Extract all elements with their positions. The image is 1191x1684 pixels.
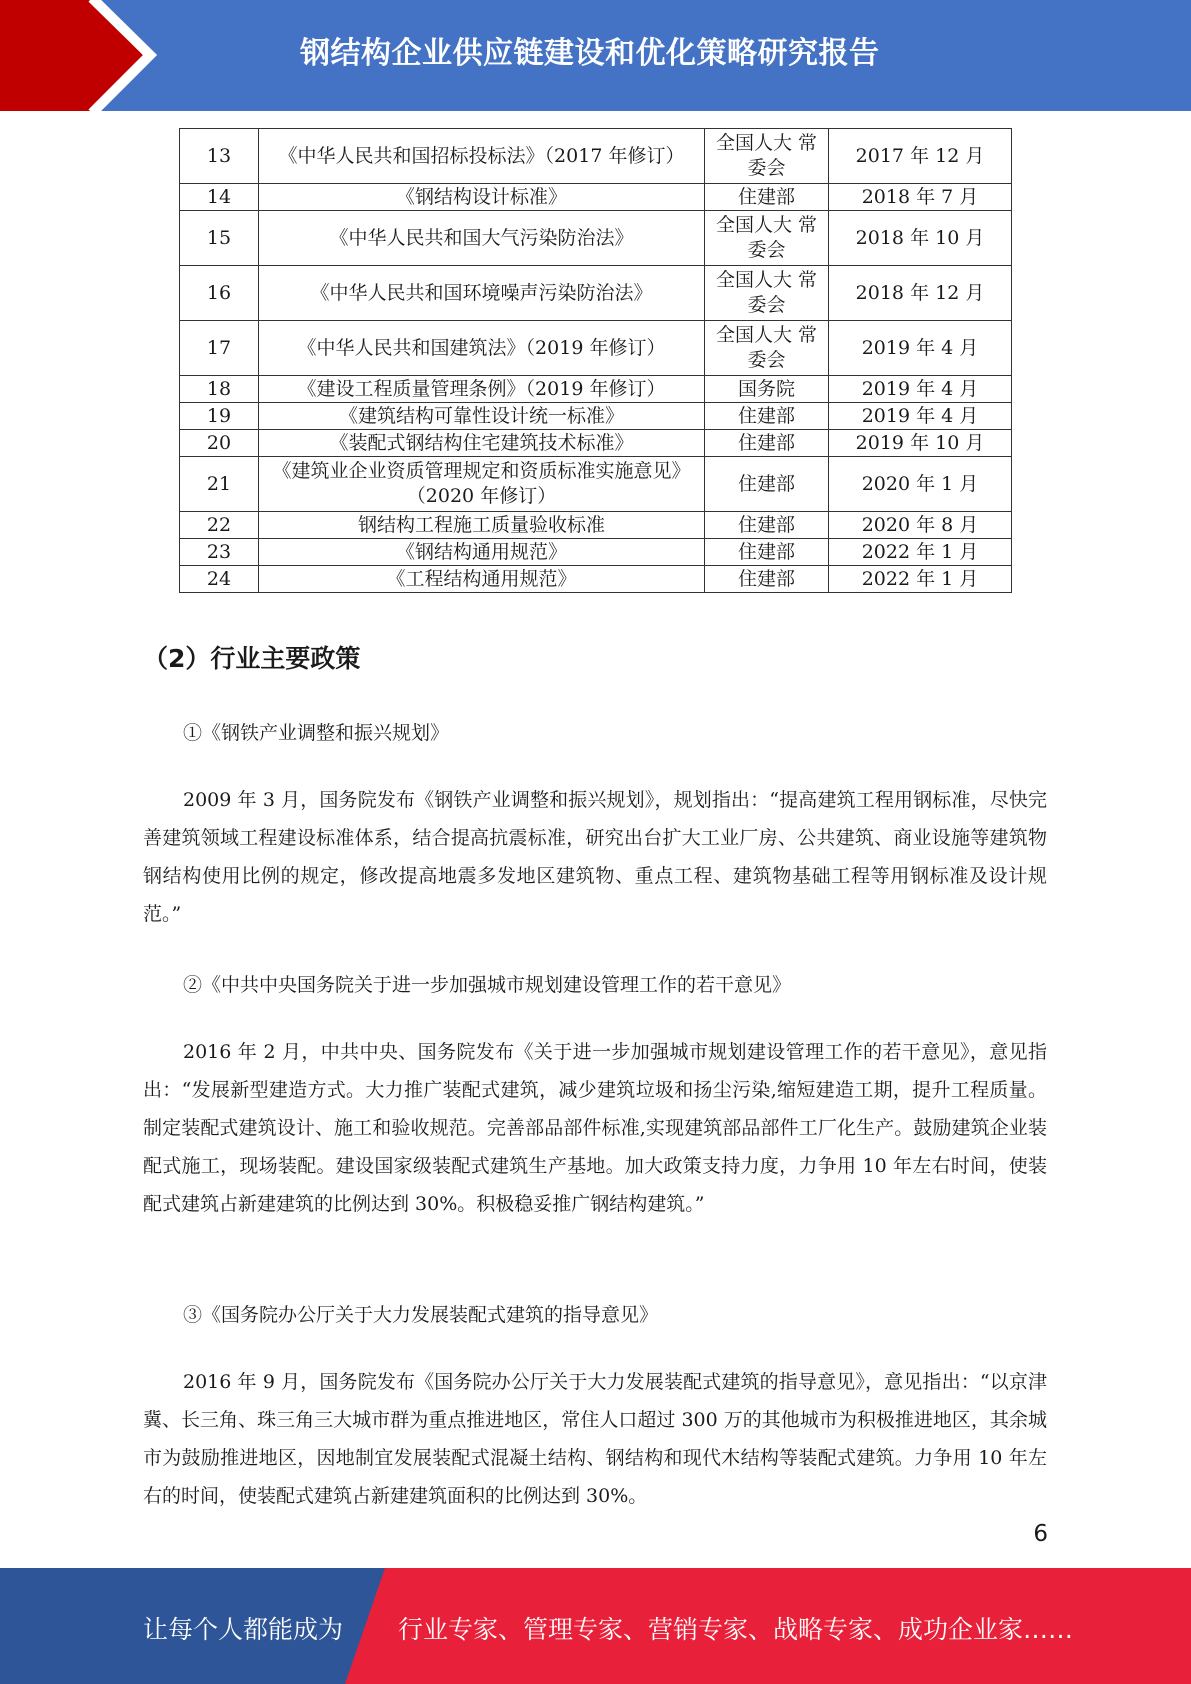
table-row xyxy=(180,566,1012,593)
page-number: 6 xyxy=(1033,1521,1048,1547)
table-row xyxy=(180,403,1012,430)
issuing-body: 住建部 xyxy=(705,430,829,457)
effective-date: 2019 年 4 月 xyxy=(829,376,1012,403)
table-row xyxy=(180,457,1012,512)
policy-3-paragraph: 2016 年 9 月，国务院发布《国务院办公厅关于大力发展装配式建筑的指导意见》，意见指出：“以京津冀、长三角、珠三角三大城市群为重点推进地区，常住人口超过 300 万的其他城市为积极推进地区，其余城市为鼓励推进地区，因地制宜发展装配式混凝土结构、钢结构和现代木结构等装配式建筑。力争用 10 年左右的时间，使装配式建筑占新建建筑面积的比例达到 30%。 xyxy=(143,1371,1047,1507)
effective-date: 2022 年 1 月 xyxy=(829,566,1012,593)
regulation-name: 《中华人民共和国大气污染防治法》 xyxy=(259,211,705,266)
policy-2-paragraph: 2016 年 2 月，中共中央、国务院发布《关于进一步加强城市规划建设管理工作的若干意见》，意见指出：“发展新型建造方式。大力推广装配式建筑，减少建筑垃圾和扬尘污染,缩短建造工期，提升工程质量。制定装配式建筑设计、施工和验收规范。完善部品部件标准,实现建筑部品部件工厂化生产。鼓励建筑企业装配式施工，现场装配。建设国家级装配式建筑生产基地。加大政策支持力度，力争用 10 年左右时间，使装配式建筑占新建建筑的比例达到 30%。积极稳妥推广钢结构建筑。” xyxy=(143,1041,1047,1215)
table-row xyxy=(180,129,1012,184)
footer-slogan-left: 让每个人都能成为 xyxy=(143,1615,344,1644)
regulation-name: 《建筑业企业资质管理规定和资质标准实施意见》（2020 年修订） xyxy=(259,457,705,512)
regulation-name: 《钢结构通用规范》 xyxy=(259,539,705,566)
table-row xyxy=(180,211,1012,266)
section-heading: （2）行业主要政策 xyxy=(143,644,361,673)
table-row xyxy=(180,321,1012,376)
effective-date: 2019 年 10 月 xyxy=(829,430,1012,457)
regulation-name: 钢结构工程施工质量验收标准 xyxy=(259,512,705,539)
policy-1-heading: ①《钢铁产业调整和振兴规划》 xyxy=(183,722,450,744)
row-number: 14 xyxy=(180,184,259,211)
issuing-body: 住建部 xyxy=(705,184,829,211)
regulation-name: 《中华人民共和国建筑法》（2019 年修订） xyxy=(259,321,705,376)
row-number: 24 xyxy=(180,566,259,593)
issuing-body: 全国人大 常委会 xyxy=(705,129,829,184)
table-row xyxy=(180,184,1012,211)
row-number: 17 xyxy=(180,321,259,376)
row-number: 15 xyxy=(180,211,259,266)
effective-date: 2020 年 1 月 xyxy=(829,457,1012,512)
footer-slogan-right: 行业专家、管理专家、营销专家、战略专家、成功企业家…… xyxy=(398,1615,1074,1644)
issuing-body: 住建部 xyxy=(705,403,829,430)
row-number: 18 xyxy=(180,376,259,403)
effective-date: 2018 年 12 月 xyxy=(829,266,1012,321)
issuing-body: 国务院 xyxy=(705,376,829,403)
issuing-body: 住建部 xyxy=(705,566,829,593)
table-row xyxy=(180,512,1012,539)
table-row xyxy=(180,266,1012,321)
issuing-body: 住建部 xyxy=(705,539,829,566)
row-number: 21 xyxy=(180,457,259,512)
row-number: 13 xyxy=(180,129,259,184)
table-row xyxy=(180,539,1012,566)
regulation-name: 《工程结构通用规范》 xyxy=(259,566,705,593)
issuing-body: 住建部 xyxy=(705,457,829,512)
page-footer xyxy=(0,1568,1191,1684)
regulation-name: 《中华人民共和国招标投标法》（2017 年修订） xyxy=(259,129,705,184)
issuing-body: 全国人大 常委会 xyxy=(705,266,829,321)
issuing-body: 全国人大 常委会 xyxy=(705,211,829,266)
effective-date: 2019 年 4 月 xyxy=(829,403,1012,430)
page-header xyxy=(0,0,1191,111)
table-row xyxy=(180,430,1012,457)
row-number: 20 xyxy=(180,430,259,457)
regulation-name: 《中华人民共和国环境噪声污染防治法》 xyxy=(259,266,705,321)
row-number: 22 xyxy=(180,512,259,539)
regulation-name: 《建设工程质量管理条例》（2019 年修订） xyxy=(259,376,705,403)
row-number: 16 xyxy=(180,266,259,321)
policy-1-paragraph: 2009 年 3 月，国务院发布《钢铁产业调整和振兴规划》，规划指出：“提高建筑工程用钢标准，尽快完善建筑领域工程建设标准体系，结合提高抗震标准，研究出台扩大工业厂房、公共建筑、商业设施等建筑物钢结构使用比例的规定，修改提高地震多发地区建筑物、重点工程、建筑物基础工程等用钢标准及设计规范。” xyxy=(143,789,1047,925)
row-number: 23 xyxy=(180,539,259,566)
regulation-name: 《装配式钢结构住宅建筑技术标准》 xyxy=(259,430,705,457)
effective-date: 2022 年 1 月 xyxy=(829,539,1012,566)
policy-3-heading: ③《国务院办公厅关于大力发展装配式建筑的指导意见》 xyxy=(183,1304,659,1326)
effective-date: 2018 年 7 月 xyxy=(829,184,1012,211)
effective-date: 2017 年 12 月 xyxy=(829,129,1012,184)
row-number: 19 xyxy=(180,403,259,430)
regulation-name: 《建筑结构可靠性设计统一标准》 xyxy=(259,403,705,430)
regulation-name: 《钢结构设计标准》 xyxy=(259,184,705,211)
report-title: 钢结构企业供应链建设和优化策略研究报告 xyxy=(300,36,880,71)
issuing-body: 住建部 xyxy=(705,512,829,539)
effective-date: 2018 年 10 月 xyxy=(829,211,1012,266)
table-row xyxy=(180,376,1012,403)
effective-date: 2019 年 4 月 xyxy=(829,321,1012,376)
regulations-table xyxy=(179,128,1012,593)
policy-2-heading: ②《中共中央国务院关于进一步加强城市规划建设管理工作的若干意见》 xyxy=(183,974,792,996)
effective-date: 2020 年 8 月 xyxy=(829,512,1012,539)
issuing-body: 全国人大 常委会 xyxy=(705,321,829,376)
